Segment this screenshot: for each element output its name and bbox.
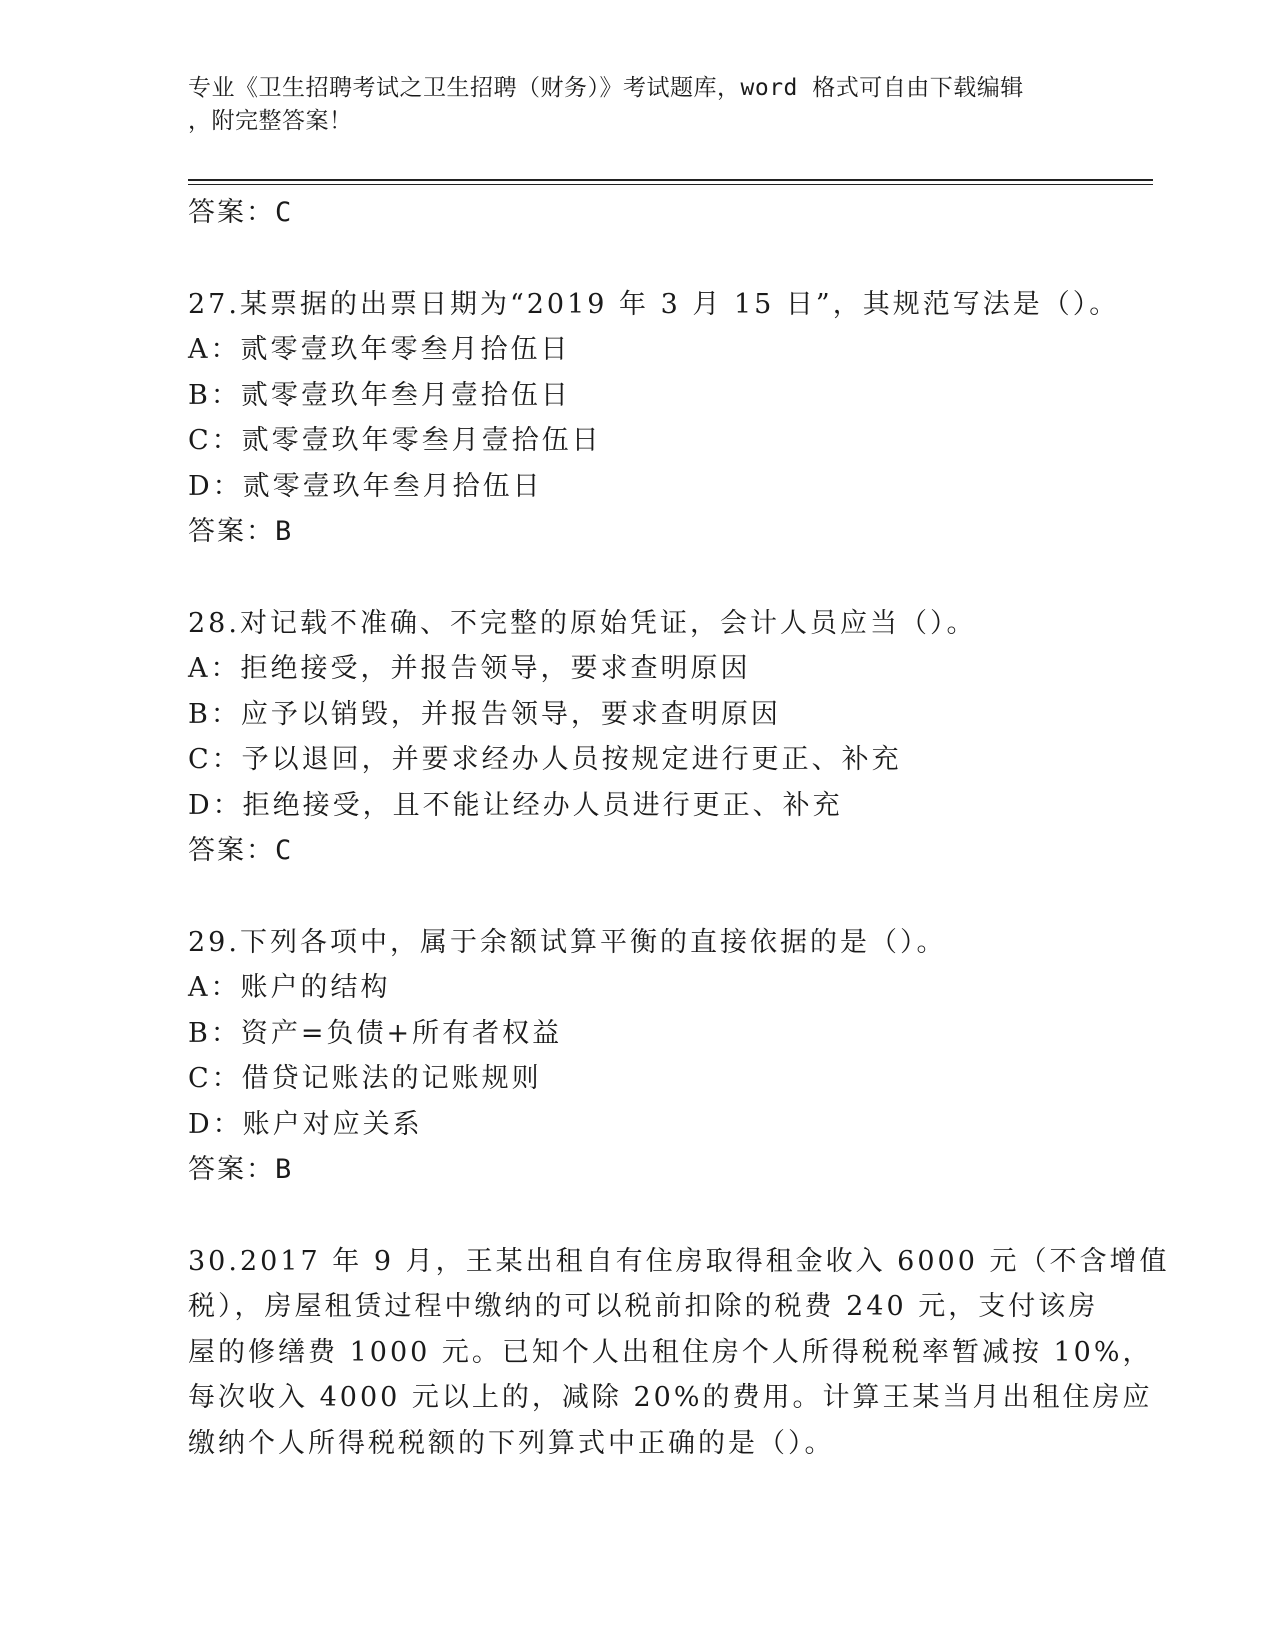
option-b: B：贰零壹玖年叁月壹拾伍日 xyxy=(188,379,571,411)
answer: 答案：B xyxy=(188,516,294,547)
previous-answer: 答案：C xyxy=(188,197,294,228)
spacer xyxy=(188,874,1068,920)
question-stem-line: 30.2017 年 9 月，王某出租自有住房取得租金收入 6000 元（不含增值 xyxy=(188,1245,1170,1277)
document-body xyxy=(188,190,1170,1466)
option-c: C：贰零壹玖年零叁月壹拾伍日 xyxy=(188,425,602,456)
spacer xyxy=(188,555,1068,601)
question-28 xyxy=(188,601,1068,874)
spacer xyxy=(188,1193,1068,1239)
question-29 xyxy=(188,920,1068,1193)
option-d: D：拒绝接受，且不能让经办人员进行更正、补充 xyxy=(188,789,843,821)
option-a: A：贰零壹玖年零叁月拾伍日 xyxy=(188,334,571,365)
option-c: C：借贷记账法的记账规则 xyxy=(188,1063,542,1094)
option-b: B：应予以销毁，并报告领导，要求查明原因 xyxy=(188,698,781,730)
question-stem: 27.某票据的出票日期为“2019 年 3 月 15 日”，其规范写法是（）。 xyxy=(188,288,1120,320)
question-27 xyxy=(188,282,1120,555)
question-stem-line: 每次收入 4000 元以上的，减除 20%的费用。计算王某当月出租住房应 xyxy=(188,1382,1153,1413)
question-stem-line: 屋的修缮费 1000 元。已知个人出租住房个人所得税税率暂减按 10%， xyxy=(188,1336,1153,1368)
header-line-1: 专业《卫生招聘考试之卫生招聘（财务）》考试题库，word 格式可自由下载编辑 xyxy=(188,75,1024,101)
document-header xyxy=(188,72,1068,138)
header-divider-thick xyxy=(188,179,1153,181)
answer: 答案：C xyxy=(188,835,294,866)
option-a: A：拒绝接受，并报告领导，要求查明原因 xyxy=(188,653,751,684)
question-stem: 29.下列各项中，属于余额试算平衡的直接依据的是（）。 xyxy=(188,926,947,958)
question-stem-line: 税），房屋租赁过程中缴纳的可以税前扣除的税费 240 元，支付该房 xyxy=(188,1291,1099,1322)
answer: 答案：B xyxy=(188,1154,294,1185)
option-b: B：资产=负债+所有者权益 xyxy=(188,1017,563,1049)
question-30 xyxy=(188,1239,1170,1467)
option-d: D：账户对应关系 xyxy=(188,1108,423,1140)
option-d: D：贰零壹玖年叁月拾伍日 xyxy=(188,470,543,502)
header-line-2: ，附完整答案！ xyxy=(188,108,353,134)
question-stem-line: 缴纳个人所得税税额的下列算式中正确的是（）。 xyxy=(188,1427,835,1459)
option-c: C：予以退回，并要求经办人员按规定进行更正、补充 xyxy=(188,744,902,775)
header-divider-thin xyxy=(188,184,1153,185)
option-a: A：账户的结构 xyxy=(188,972,391,1003)
question-stem: 28.对记载不准确、不完整的原始凭证，会计人员应当（）。 xyxy=(188,607,977,639)
spacer xyxy=(188,236,1068,282)
